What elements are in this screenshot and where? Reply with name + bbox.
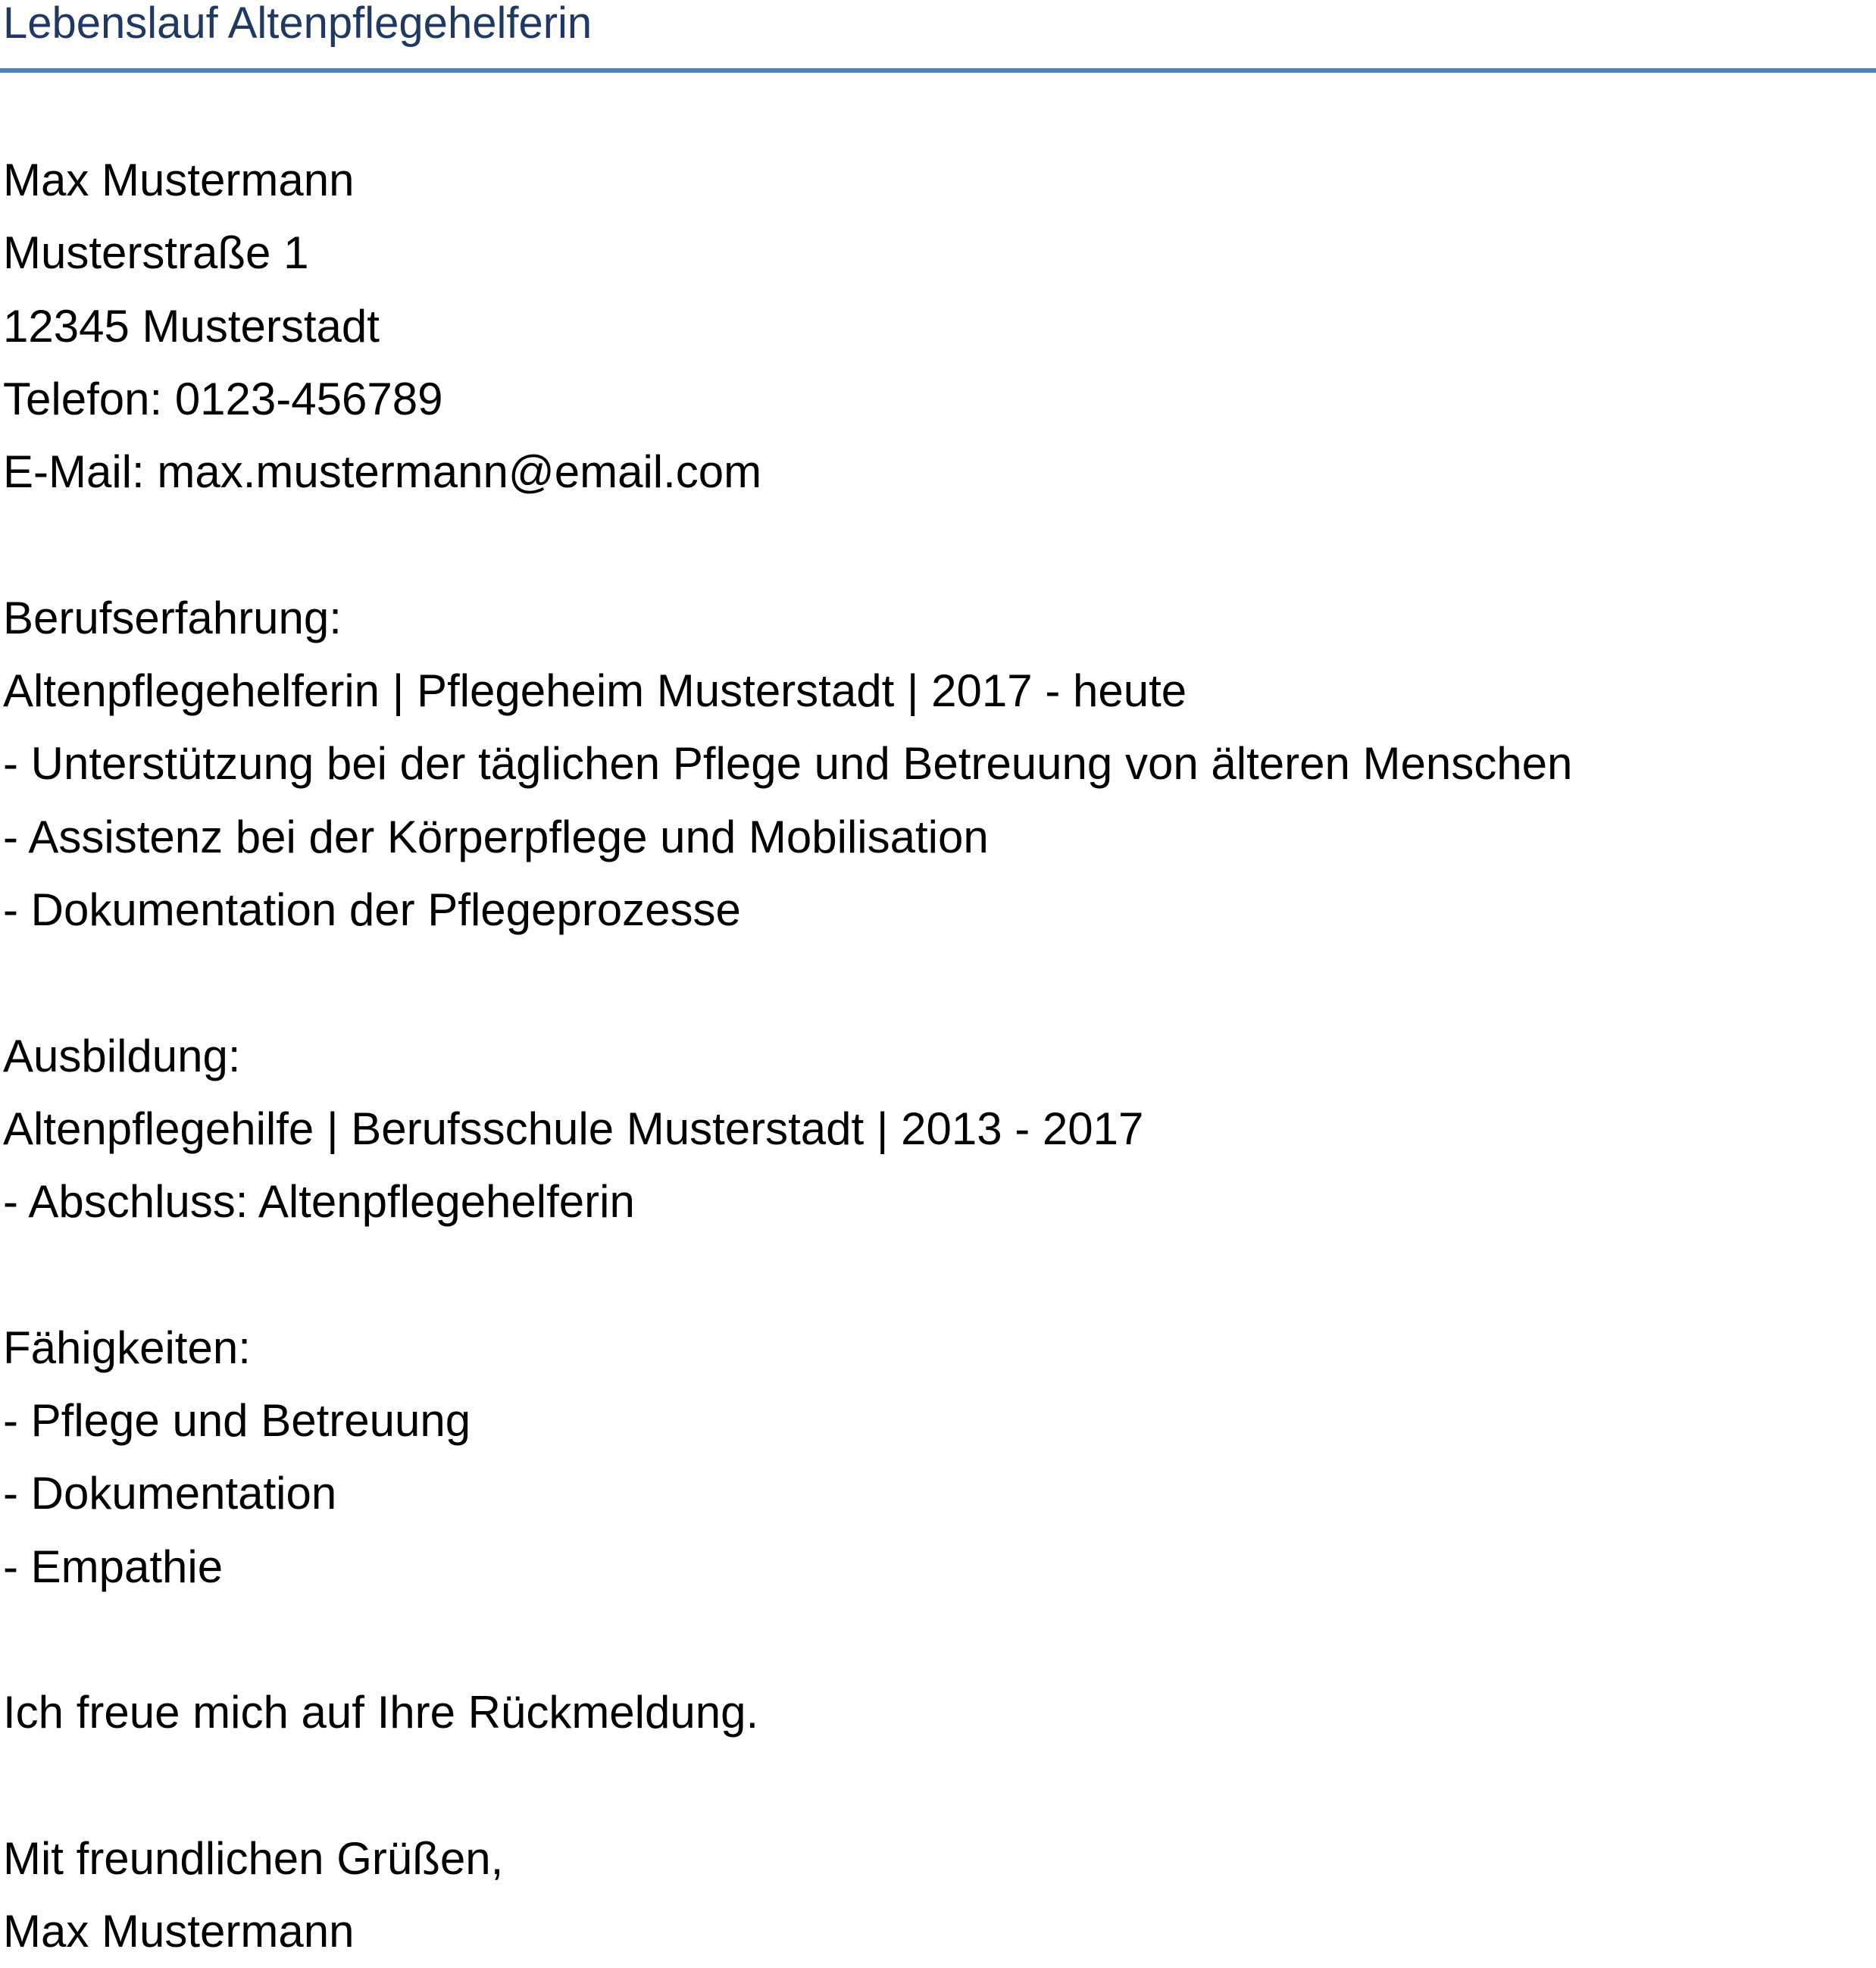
closing-sentence: Ich freue mich auf Ihre Rückmeldung. [3,1687,759,1738]
experience-bullet: - Assistenz bei der Körperpflege und Mobilisation [3,811,989,862]
experience-bullet: - Unterstützung bei der täglichen Pflege und Betreuung von älteren Menschen [3,738,1573,790]
contact-name: Max Mustermann [3,155,355,205]
title-underline [0,68,1876,73]
spacer [3,1603,1867,1676]
skills-bullet: - Empathie [3,1541,224,1592]
contact-street: Musterstraße 1 [3,227,309,279]
spacer [3,508,1867,581]
spacer [3,946,1867,1019]
signature: Max Mustermann [3,1906,355,1957]
skills-bullet: - Dokumentation [3,1468,337,1519]
experience-bullet: - Dokumentation der Pflegeprozesse [3,884,741,935]
education-heading: Ausbildung: [3,1030,241,1081]
contact-email: E-Mail: max.mustermann@email.com [3,446,762,498]
skills-bullet: - Pflege und Betreuung [3,1395,471,1447]
contact-phone: Telefon: 0123-456789 [3,373,443,424]
education-bullet: - Abschluss: Altenpflegehelferin [3,1176,635,1228]
spacer [3,1238,1867,1311]
salutation: Mit freundlichen Grüßen, [3,1832,504,1884]
document-title: Lebenslauf Altenpflegehelferin [3,0,593,48]
experience-heading: Berufserfahrung: [3,592,342,643]
skills-heading: Fähigkeiten: [3,1322,251,1373]
document-body [3,144,1867,1968]
contact-city: 12345 Musterstadt [3,300,380,352]
experience-position: Altenpflegehelferin | Pflegeheim Musterstadt | 2017 - heute [3,665,1187,717]
spacer [3,1750,1867,1823]
education-program: Altenpflegehilfe | Berufsschule Musterstadt | 2013 - 2017 [3,1103,1144,1154]
